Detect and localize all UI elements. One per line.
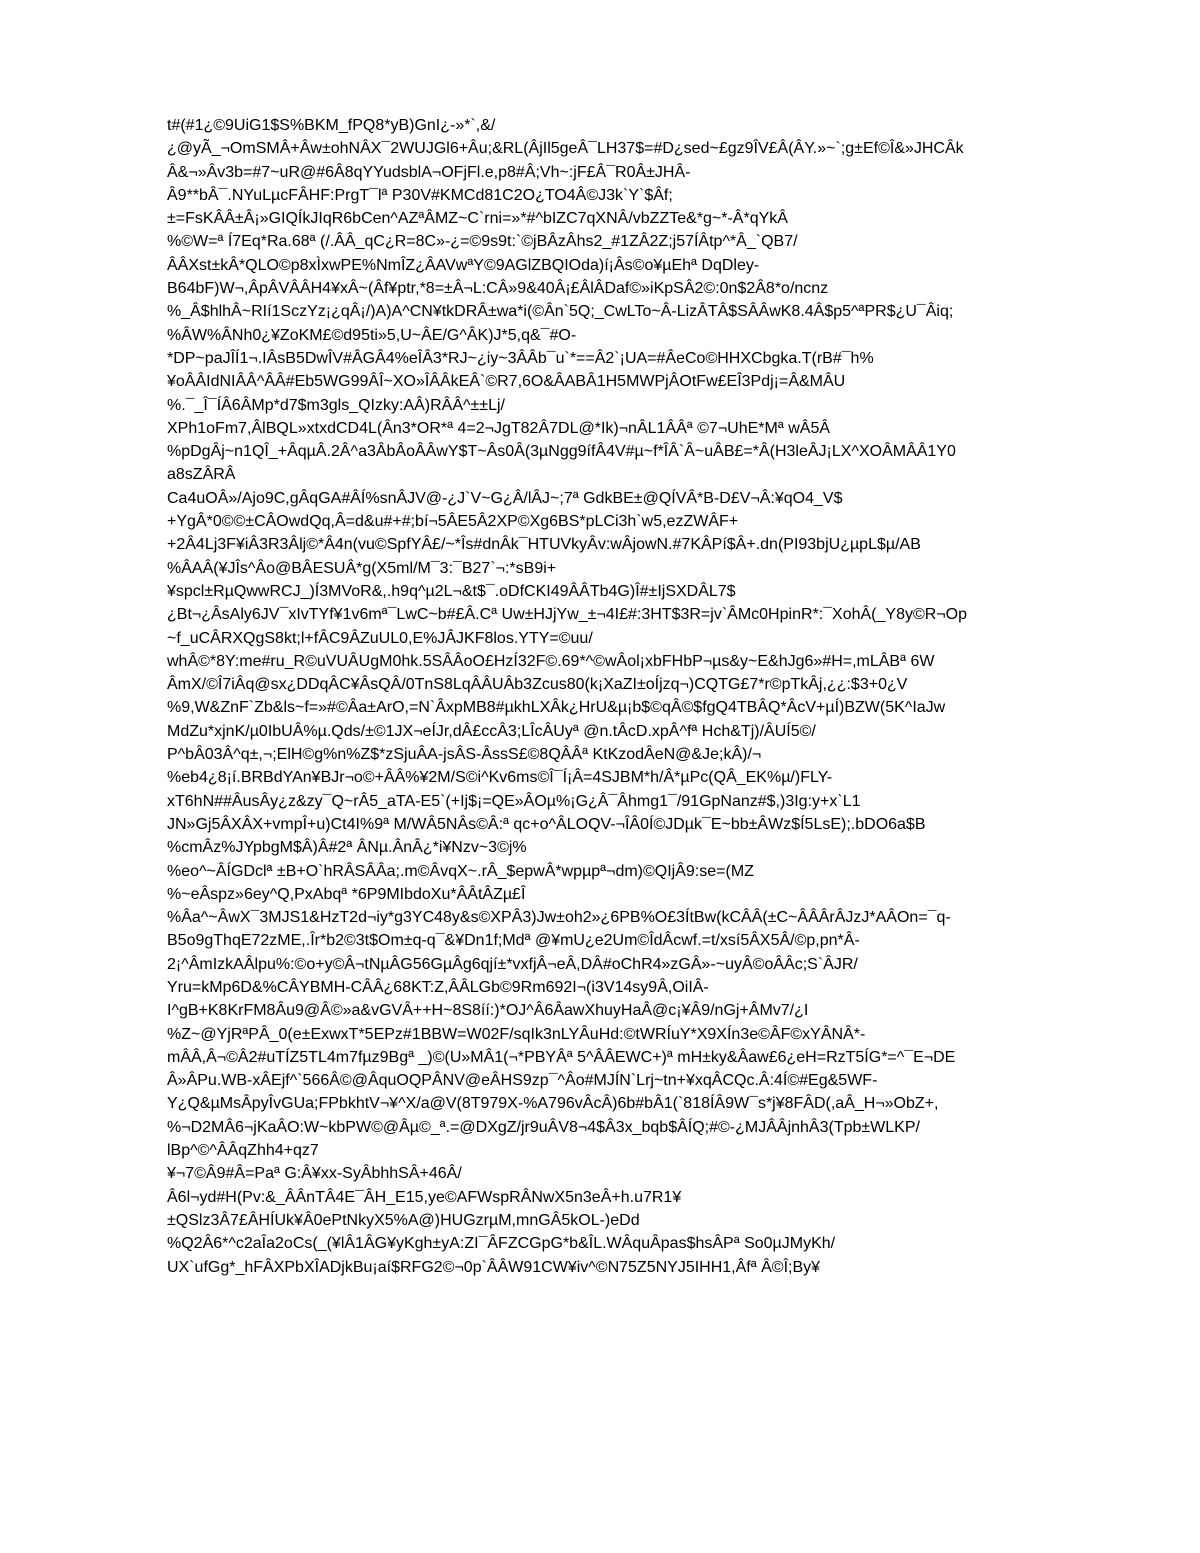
text-line: ±=FsKÂÂ±Â¡»GIQÍkJIqR6bCen^AZªÂMZ~C`rni=»*#^bIZC7qXNÂ/vbZZTe&*g~*-Â*qYkÂ [167,210,788,228]
text-line: ¥spcl±RµQwwRCJ_)Í3MVoR&,.h9q^µ2L¬&t$¯.oDfCKI49ÂÂTb4G)Î#±IjSXDÂL7$ [167,582,736,600]
text-line: UX`ufGg*_hFÂXPbXÎADjkBu¡aí$RFG2©¬0p`ÂÂW91CW¥iv^©N75Z5NYJ5IHH1,Âfª Â©Î;By¥ [167,1258,821,1276]
text-line: %pDgÂj~n1QÎ_+ÂqµÂ.2Â^a3ÂbÂoÂÂwY$T~Âs0Â(3µNgg9ífÂ4V#µ~f*ÎÂ`Â~uÂB£=*Â(H3leÂJ¡LX^XOÂMÂÂ1Y0 [167,443,956,461]
text-line: ÂÂXst±kÂ*QLO©p8xÌxwPE%NmÎZ¿ÂAVwªY©9AGlZBQIOda)í¡Âs©o¥µEhª DqDley- [167,256,760,274]
text-line: %9,W&ZnF`Zb&ls~f=»#©Âa±ArO,=N`ÂxpMB8#µkhLXÂk¿HrU&µ¡b$©qÂ©$fgQ4TBÂQ*ÂcV+µÍ)BZW(5K^IaJw [167,699,946,717]
text-line: %_Â$hlhÂ~RIí1SczYz¡¿qÂ¡/)A)A^CN¥tkDRÂ±wa*i(©Ân`5Q;_CwLTo~Â-LizÂTÂ$SÂÂwK8.4Â$p5^ªPR$¿U¯Âiq; [167,303,954,321]
text-line: %ÂAÂ(¥JÎs^Âo@BÂESUÂ*g(X5ml/M¯3:¯B27`¬:*sB9i+ [167,559,557,577]
text-line: +2Â4Lj3F¥iÂ3R3Âlj©*Â4n(vu©SpfYÂ£/~*Îs#dnÂk¯HTUVkyÂv:wÂjowN.#7KÂPí$Â+.dn(PI93bjU¿µpL$µ/AB [167,536,921,554]
text-line: %Z~@YjRªPÂ_0(e±ExwxT*5EPz#1BBW=W02F/sqIk3nLYÂuHd:©tWRÍuY*X9XÍn3e©ÂF©xYÂNÂ*- [167,1025,866,1043]
text-line: xT6hN##ÂusÂy¿z&zy¯Q~rÂ5_aTA-E5`(+Ij$¡=QE»ÂOµ%¡G¿Â¯Âhmg1¯/91GpNanz#$,)3Ig:y+x`L1 [167,792,861,810]
text-line: %ÂW%ÂNh0¿¥ZoKM£©d95ti»5,U~ÂE/G^ÂK)J*5,q&¯#O- [167,326,577,344]
text-line: mÂÂ,Â¬©Â2#uTÍZ5TL4m7fµz9Bgª _)©(U»MÂ1(¬*PBYÂª 5^ÂÂEWC+)ª mH±ky&Âaw£6¿eH=RzT5ÍG*=^¯E¬DE [167,1048,956,1066]
text-line: Â6l¬yd#H(Pv:&_ÂÂnTÂ4E¯ÂH_E15,ye©AFWspRÂNwX5n3eÂ+h.u7R1¥ [167,1188,682,1206]
text-line: Â&¬»Âv3b=#7~uR@#6Â8qYYudsblA¬OFjFl.e,p8#Â;Vh~:jF£Â¯R0Â±JHÂ- [167,163,691,181]
text-line: %eo^~ÂÍGDclª ±B+O`hRÂSÂÂa;.m©ÂvqX~.rÂ_$epwÂ*wpµpª¬dm)©QIjÂ9:se=(MZ [167,862,754,880]
text-line: I^gB+K8KrFM8Âu9@Â©»a&vGVÂ++H~8S8íí:)*OJ^Â6ÂawXhuyHaÂ@c¡¥Â9/nGj+ÂMv7/¿I [167,1002,809,1020]
text-line: %~eÂspz»6ey^Q,PxAbqª *6P9MIbdoXu*ÂÂtÂZµ£Î [167,885,526,903]
text-line: whÂ©*8Y:me#ru_R©uVUÂUgM0hk.5SÂÂoO£HzÍ32F©.69*^©wÂol¡xbFHbP¬µs&y~E&hJg6»#H=,mLÂBª 6W [167,652,935,670]
text-line: MdZu*xjnK/µ0IbUÂ%µ.Qds/±©1JX¬eÍJr,dÂ£ccÂ3;LÎcÂUyª @n.tÂcD.xpÂ^fª Hch&Tj)/ÂUÍ5©/ [167,722,816,740]
text-line: %Q2Â6*^c2aÎa2oCs(_(¥lÂ1ÂG¥yKgh±yA:ZI¯ÂFZCGpG*b&ÎL.WÂquÂpas$hsÂPª So0µJMyKh/ [167,1235,836,1253]
text-line: ¥oÂÂIdNIÂÂ^ÂÂ#Eb5WG99ÂÎ~XO»ÎÂÂkEÂ`©R7,6O&ÂABÂ1H5MWPjÂOtFw£EÎ3Pdj¡=Â&MÂU [167,373,846,391]
text-line: %.¯_Î¯ÍÂ6ÂMp*d7$m3gls_QIzky:AÂ)RÂÂ^±±Lj/ [167,396,505,414]
text-line: Ca4uOÂ»/Ajo9C,gÂqGA#ÂÍ%snÂJV@-¿J`V~G¿Â/lÂJ~;7ª GdkBE±@QÍVÂ*B-D£V¬Â:¥qO4_V$ [167,489,843,507]
text-line: %¬D2MÂ6¬jKaÂO:W~kbPW©@Âµ©_ª.=@DXgZ/jr9uÂV8¬4$Â3x_bqb$ÂÍQ;#©-¿MJÂÂjnhÂ3(Tpb±WLKP/ [167,1118,920,1136]
text-line: a8sZÂRÂ [167,466,236,484]
text-line: JN»Gj5ÂXÂX+vmpÎ+u)Ct4I%9ª M/WÂ5NÂs©Â:ª qc+o^ÂLOQV-¬ÎÂ0Í©JDµk¯E~bb±ÂWz$Í5LsE);.bDO6a$B [167,815,926,833]
text-line: t#(#1¿©9UiG1$S%BKM_fPQ8*yB)GnI¿-»*`,&/ [167,117,496,134]
text-line: %©W=ª Í7Eq*Ra.68ª (/.ÂÂ_qC¿R=8C»-¿=©9s9t:`©jBÂzÂhs2_#1ZÂ2Z;j57ÍÂtp^*Â_`QB7/ [167,233,798,251]
text-line: P^bÂ03Â^q±,¬;ElH©g%n%Z$*zSjuÂA-jsÂS-ÂssS£©8QÂÂª KtKzodÂeN@&Je;kÂ)/¬ [167,746,762,764]
text-line: ¥¬7©Â9#Â=Paª G:Â¥xx-SyÂbhhSÂ+46Â/ [167,1165,462,1183]
text-line: *DP~paJÎÍ1¬.IÂsB5DwÎV#ÂGÂ4%eÎÂ3*RJ~¿iy~3ÂÂb¯u`*==Â2`¡UA=#ÂeCo©HHXCbgka.T(rB#¯h% [167,349,874,367]
text-line: XPh1oFm7,ÂlBQL»xtxdCD4L(Ân3*OR*ª 4=2¬JgT82Â7DL@*Ik)¬nÂL1ÂÂª ©7¬UhE*Mª wÂ5Â [167,419,831,437]
text-line: ¿@yÃ_¬OmSMÂ+Âw±ohNÂX¯2WUJGl6+Âu;&RL(ÂjIl5geÂ¯LH37$=#D¿sed~£gz9ÎV£Â(ÂY.»~`;g±Ef©Î&»JHCÂk [167,140,964,158]
text-line: ¿Bt¬¿ÂsAly6JV¯xIvTYf¥1v6mª¯LwC~b#£Â.Cª Uw±HJjYw_±¬4I£#:3HT$3R=jv`ÂMc0HpinR*:¯XohÂ(_Y8y©R¬Op [167,606,967,624]
text-line: %cmÂz%JYpbgM$Â)Â#2ª ÂNµ.ÂnÂ¿*i¥Nzv~3©j% [167,839,527,857]
text-line: ~f_uCÂRXQgS8kt;l+fÂC9ÂZuUL0,E%JÂJKF8los.YTY=©uu/ [167,629,593,647]
text-line: Y¿Q&µMsÂpyÎvGUa;FPbkhtV¬¥^X/a@V(8T979X-%A796vÂcÂ)6b#bÂ1(`818ÍÂ9W¯s*j¥8FÂD(,aÂ_H¬»ObZ+, [167,1095,939,1113]
text-line: B64bF)W¬,ÂpÂVÂÂH4¥xÂ~(Âf¥ptr,*8=±Â¬L:CÂ»9&40Â¡£ÂlÂDaf©»iKpSÂ2©:0n$2Â8*o/ncnz [167,280,829,298]
text-line: ÂmX/©Î7iÂq@sx¿DDqÂC¥ÂsQÂ/0TnS8LqÂÂUÂb3Zcus80(k¡XaZI±oÍjzq¬)CQTG£7*r©pTkÂj,¿¿:$3+0¿V [167,676,908,694]
text-line: 2¡^ÂmIzkAÂlpu%:©o+y©Â¬tNµÂG56GµÂg6qjí±*vxfjÂ¬eÂ,DÂ#oChR4»zGÂ»-~uyÂ©oÂÂc;S`ÂJR/ [167,955,858,973]
text-line: +YgÂ*0©©±CÂOwdQq,Â=d&u#+#;bí¬5ÂE5Â2XP©Xg6BS*pLCi3h`w5,ezZWÂF+ [167,513,739,531]
document-body-text [167,114,1123,1279]
text-line: Yru=kMp6D&%CÂYBMH-CÂÂ¿68KT:Z,ÂÂLGb©9Rm692I¬(i3V14sy9Â,OiIÂ- [167,978,709,996]
text-line: %eb4¿8¡í.BRBdYAn¥BJr¬o©+ÂÂ%¥2M/S©i^Kv6ms©Î¯Í¡Â=4SJBM*h/Â*µPc(QÂ_EK%µ/)FLY- [167,769,833,787]
text-line: lBp^©^ÂÂqZhh4+qz7 [167,1142,319,1160]
text-line: B5o9gThqE72zME,.Îr*b2©3t$Om±q-q¯&¥Dn1f;Mdª @¥mU¿e2Um©ÎdÂcwf.=t/xsí5ÂX5Â/©p,pn*Â- [167,932,860,950]
text-line: Â9**bÂ¯.NYuLµcFÂHF:PrgT¯lª P30V#KMCd81C2O¿TO4Â©J3k`Y`$Âf; [167,186,673,204]
text-line: %Âa^~ÂwX¯3MJS1&HzT2d¬iy*g3YC48y&s©XPÂ3)Jw±oh2»¿6PB%O£3ÍtBw(kCÂÂ(±C~ÂÂÂrÂJzJ*AÂOn=¯q- [167,909,951,927]
text-line: Â»ÂPu.WB-xÂEjf^`566Â©@ÂquOQPÂNV@eÂHS9zp¯^Âo#MJÍN`Lrj~tn+¥xqÂCQc.Â:4Í©#Eg&5WF- [167,1072,878,1090]
text-line: ±QSlz3Â7£ÂHÍUk¥Â0ePtNkyX5%A@)HUGzrµM,mnGÂ5kOL-)eDd [167,1211,640,1229]
